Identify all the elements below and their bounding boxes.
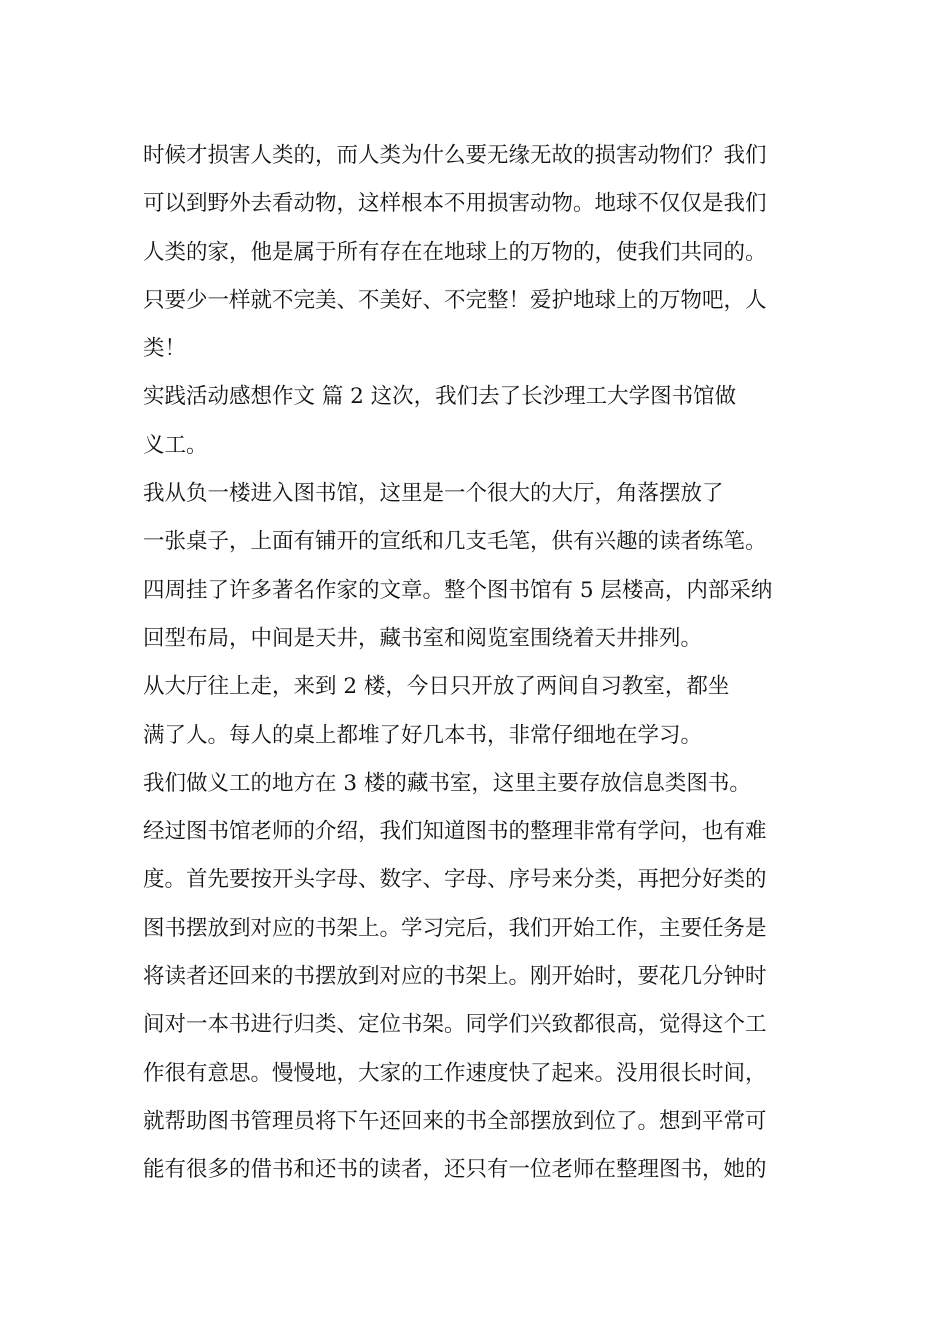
text-line: 只要少一样就不完美、不美好、不完整！爱护地球上的万物吧，人: [143, 287, 767, 313]
text-line: 将读者还回来的书摆放到对应的书架上。刚开始时，要花几分钟时: [143, 964, 767, 990]
text-line: 类！: [143, 336, 187, 362]
text-line: 就帮助图书管理员将下午还回来的书全部摆放到位了。想到平常可: [143, 1108, 767, 1134]
text-line: 一张桌子，上面有铺开的宣纸和几支毛笔，供有兴趣的读者练笔。: [143, 529, 767, 555]
text-line: 可以到野外去看动物，这样根本不用损害动物。地球不仅仅是我们: [143, 191, 767, 217]
text-line: 我从负一楼进入图书馆，这里是一个很大的大厅，角落摆放了: [143, 481, 724, 507]
text-line: 时候才损害人类的，而人类为什么要无缘无故的损害动物们？我们: [143, 143, 767, 168]
text-line: 从大厅往上走，来到 2 楼，今日只开放了两间自习教室，都坐: [143, 674, 730, 700]
text-line: 间对一本书进行归类、定位书架。同学们兴致都很高，觉得这个工: [143, 1012, 767, 1038]
text-line: 义工。: [143, 432, 208, 458]
text-line: 图书摆放到对应的书架上。学习完后，我们开始工作，主要任务是: [143, 915, 767, 941]
section-heading-line: 实践活动感想作文 篇 2 这次，我们去了长沙理工大学图书馆做: [143, 384, 737, 410]
text-line: 我们做义工的地方在 3 楼的藏书室，这里主要存放信息类图书。: [143, 770, 751, 796]
text-line: 人类的家，他是属于所有存在在地球上的万物的，使我们共同的。: [143, 239, 767, 265]
text-line: 满了人。每人的桌上都堆了好几本书，非常仔细地在学习。: [143, 722, 703, 748]
text-line: 回型布局，中间是天井，藏书室和阅览室围绕着天井排列。: [143, 625, 703, 651]
text-line: 四周挂了许多著名作家的文章。整个图书馆有 5 层楼高，内部采纳: [143, 577, 773, 603]
text-line: 经过图书馆老师的介绍，我们知道图书的整理非常有学问，也有难: [143, 819, 767, 845]
text-line: 能有很多的借书和还书的读者，还只有一位老师在整理图书，她的: [143, 1157, 767, 1183]
body-text: [143, 132, 833, 1195]
text-line: 作很有意思。慢慢地，大家的工作速度快了起来。没用很长时间，: [143, 1060, 767, 1086]
text-line: 度。首先要按开头字母、数字、字母、序号来分类，再把分好类的: [143, 867, 767, 893]
